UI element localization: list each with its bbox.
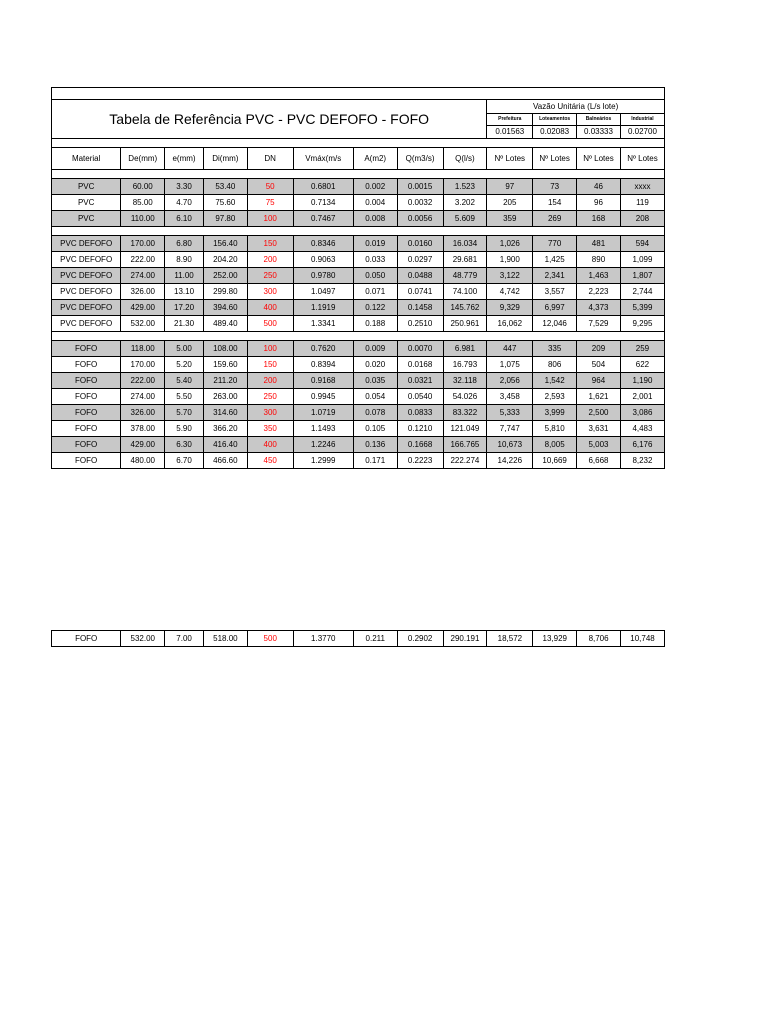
table-cell: 518.00: [203, 631, 247, 647]
table-cell: 9,329: [487, 300, 533, 316]
table-cell: 0.0321: [397, 373, 443, 389]
table-cell: 0.078: [353, 405, 397, 421]
table-cell: 208: [620, 211, 664, 227]
table-cell: 3,631: [577, 421, 621, 437]
table-cell: 5.50: [165, 389, 204, 405]
dn-cell: 50: [247, 179, 293, 195]
material-cell: FOFO: [52, 341, 121, 357]
table-cell: 0.7467: [293, 211, 353, 227]
table-cell: 6.70: [165, 453, 204, 469]
table-row: [52, 195, 665, 211]
dn-cell: 200: [247, 252, 293, 268]
table-cell: 335: [533, 341, 577, 357]
material-cell: PVC DEFOFO: [52, 316, 121, 332]
table-cell: 0.0833: [397, 405, 443, 421]
column-header: De(mm): [121, 148, 165, 170]
table-cell: 60.00: [121, 179, 165, 195]
material-cell: FOFO: [52, 453, 121, 469]
table-cell: 5.20: [165, 357, 204, 373]
table-cell: 6,997: [533, 300, 577, 316]
table-cell: 5.90: [165, 421, 204, 437]
table-cell: 532.00: [121, 631, 165, 647]
table-cell: xxxx: [620, 179, 664, 195]
table-cell: 154: [533, 195, 577, 211]
table-cell: 0.0015: [397, 179, 443, 195]
material-cell: FOFO: [52, 373, 121, 389]
table-cell: 74.100: [443, 284, 487, 300]
table-cell: 1.1919: [293, 300, 353, 316]
table-cell: 466.60: [203, 453, 247, 469]
table-cell: 14,226: [487, 453, 533, 469]
table-cell: 3,122: [487, 268, 533, 284]
vazao-category: Industrial: [620, 114, 664, 126]
table-cell: 1,807: [620, 268, 664, 284]
table-cell: 53.40: [203, 179, 247, 195]
table-cell: 0.009: [353, 341, 397, 357]
table-cell: 1,542: [533, 373, 577, 389]
table-cell: 250.961: [443, 316, 487, 332]
table-row: [52, 405, 665, 421]
table-cell: 0.020: [353, 357, 397, 373]
table-cell: 211.20: [203, 373, 247, 389]
extra-table: [51, 630, 665, 647]
table-cell: 4,742: [487, 284, 533, 300]
table-cell: 16.793: [443, 357, 487, 373]
table-cell: 447: [487, 341, 533, 357]
table-cell: 16.034: [443, 236, 487, 252]
table-cell: 7,747: [487, 421, 533, 437]
table-cell: 4.70: [165, 195, 204, 211]
table-cell: 5,003: [577, 437, 621, 453]
table-cell: 0.054: [353, 389, 397, 405]
table-cell: 1.0719: [293, 405, 353, 421]
table-cell: 0.6801: [293, 179, 353, 195]
table-cell: 17.20: [165, 300, 204, 316]
table-cell: 0.105: [353, 421, 397, 437]
table-cell: 2,341: [533, 268, 577, 284]
dn-cell: 200: [247, 373, 293, 389]
table-cell: 1,621: [577, 389, 621, 405]
vazao-value: 0.02700: [620, 126, 664, 139]
table-cell: 299.80: [203, 284, 247, 300]
table-cell: 429.00: [121, 300, 165, 316]
dn-cell: 500: [247, 316, 293, 332]
column-header-row: [52, 148, 665, 170]
table-cell: 2,500: [577, 405, 621, 421]
dn-cell: 250: [247, 389, 293, 405]
table-cell: 429.00: [121, 437, 165, 453]
table-cell: 10,748: [621, 631, 665, 647]
table-cell: 0.0168: [397, 357, 443, 373]
table-cell: 5,399: [620, 300, 664, 316]
table-cell: 118.00: [121, 341, 165, 357]
dn-cell: 400: [247, 437, 293, 453]
column-header: DN: [247, 148, 293, 170]
table-cell: 204.20: [203, 252, 247, 268]
table-cell: 48.779: [443, 268, 487, 284]
table-row: [52, 236, 665, 252]
table-cell: 168: [577, 211, 621, 227]
table-cell: 1,075: [487, 357, 533, 373]
table-cell: 3.202: [443, 195, 487, 211]
column-header: Nº Lotes: [487, 148, 533, 170]
table-cell: 0.035: [353, 373, 397, 389]
vazao-value: 0.03333: [577, 126, 621, 139]
table-cell: 0.1210: [397, 421, 443, 437]
table-cell: 1.0497: [293, 284, 353, 300]
table-cell: 1,190: [620, 373, 664, 389]
table-cell: 73: [533, 179, 577, 195]
dn-cell: 250: [247, 268, 293, 284]
table-cell: 85.00: [121, 195, 165, 211]
table-cell: 75.60: [203, 195, 247, 211]
vazao-category: Prefeitura: [487, 114, 533, 126]
table-cell: 222.00: [121, 252, 165, 268]
material-cell: PVC DEFOFO: [52, 284, 121, 300]
table-cell: 0.136: [353, 437, 397, 453]
table-cell: 416.40: [203, 437, 247, 453]
table-cell: 1.3770: [293, 631, 353, 647]
material-cell: PVC: [52, 195, 121, 211]
table-cell: 0.004: [353, 195, 397, 211]
table-cell: 0.2902: [397, 631, 443, 647]
table-cell: 1.523: [443, 179, 487, 195]
table-cell: 3.30: [165, 179, 204, 195]
table-cell: 269: [533, 211, 577, 227]
table-cell: 0.9945: [293, 389, 353, 405]
spacer-row: [52, 170, 665, 179]
table-cell: 97: [487, 179, 533, 195]
table-cell: 0.0160: [397, 236, 443, 252]
table-cell: 964: [577, 373, 621, 389]
material-cell: PVC: [52, 179, 121, 195]
table-row: [52, 252, 665, 268]
table-cell: 3,086: [620, 405, 664, 421]
table-cell: 480.00: [121, 453, 165, 469]
table-cell: 166.765: [443, 437, 487, 453]
dn-cell: 100: [247, 211, 293, 227]
vazao-category: Loteamentos: [533, 114, 577, 126]
table-cell: 8,706: [577, 631, 621, 647]
table-cell: 0.188: [353, 316, 397, 332]
table-cell: 274.00: [121, 268, 165, 284]
table-cell: 2,056: [487, 373, 533, 389]
table-cell: 83.322: [443, 405, 487, 421]
table-row: [52, 389, 665, 405]
table-cell: 489.40: [203, 316, 247, 332]
table-cell: 8.90: [165, 252, 204, 268]
table-cell: 13,929: [533, 631, 577, 647]
table-cell: 5.70: [165, 405, 204, 421]
table-cell: 4,483: [620, 421, 664, 437]
dn-cell: 150: [247, 236, 293, 252]
table-cell: 0.171: [353, 453, 397, 469]
dn-cell: 400: [247, 300, 293, 316]
table-cell: 205: [487, 195, 533, 211]
column-header: e(mm): [165, 148, 204, 170]
table-cell: 0.0540: [397, 389, 443, 405]
table-cell: 108.00: [203, 341, 247, 357]
table-cell: 8,005: [533, 437, 577, 453]
column-header: Vmáx(m/s: [293, 148, 353, 170]
table-cell: 0.050: [353, 268, 397, 284]
table-cell: 1.2999: [293, 453, 353, 469]
table-cell: 4,373: [577, 300, 621, 316]
material-cell: FOFO: [52, 421, 121, 437]
table-cell: 6.80: [165, 236, 204, 252]
table-cell: 119: [620, 195, 664, 211]
table-cell: 5.609: [443, 211, 487, 227]
table-cell: 0.1458: [397, 300, 443, 316]
table-row: [52, 179, 665, 195]
table-cell: 10,673: [487, 437, 533, 453]
table-cell: 274.00: [121, 389, 165, 405]
table-cell: 326.00: [121, 405, 165, 421]
table-cell: 8,232: [620, 453, 664, 469]
table-cell: 110.00: [121, 211, 165, 227]
column-header: Nº Lotes: [620, 148, 664, 170]
table-cell: 0.0741: [397, 284, 443, 300]
material-cell: FOFO: [52, 357, 121, 373]
vazao-category: Balneários: [577, 114, 621, 126]
table-cell: 96: [577, 195, 621, 211]
table-cell: 290.191: [443, 631, 487, 647]
table-cell: 0.008: [353, 211, 397, 227]
table-cell: 3,458: [487, 389, 533, 405]
dn-cell: 100: [247, 341, 293, 357]
spacer-row: [52, 227, 665, 236]
table-cell: 3,557: [533, 284, 577, 300]
table-row: [52, 373, 665, 389]
material-cell: FOFO: [52, 389, 121, 405]
column-header: Di(mm): [203, 148, 247, 170]
table-cell: 0.8394: [293, 357, 353, 373]
table-cell: 5,333: [487, 405, 533, 421]
table-cell: 0.7134: [293, 195, 353, 211]
table-cell: 0.9063: [293, 252, 353, 268]
table-cell: 11.00: [165, 268, 204, 284]
table-cell: 46: [577, 179, 621, 195]
table-cell: 0.071: [353, 284, 397, 300]
table-cell: 9,295: [620, 316, 664, 332]
vazao-heading: Vazão Unitária (L/s lote): [487, 100, 665, 114]
dn-cell: 75: [247, 195, 293, 211]
table-cell: 13.10: [165, 284, 204, 300]
table-cell: 0.2510: [397, 316, 443, 332]
table-cell: 21.30: [165, 316, 204, 332]
table-cell: 0.9780: [293, 268, 353, 284]
table-cell: 0.122: [353, 300, 397, 316]
table-cell: 259: [620, 341, 664, 357]
material-cell: PVC: [52, 211, 121, 227]
table-cell: 0.9168: [293, 373, 353, 389]
table-cell: 1.2246: [293, 437, 353, 453]
material-cell: PVC DEFOFO: [52, 236, 121, 252]
column-header: Nº Lotes: [533, 148, 577, 170]
top-blank-row: [52, 88, 665, 100]
table-cell: 504: [577, 357, 621, 373]
table-cell: 5,810: [533, 421, 577, 437]
table-cell: 0.0070: [397, 341, 443, 357]
dn-cell: 450: [247, 453, 293, 469]
material-cell: PVC DEFOFO: [52, 300, 121, 316]
material-cell: PVC DEFOFO: [52, 252, 121, 268]
table-cell: 1,099: [620, 252, 664, 268]
table-cell: 2,593: [533, 389, 577, 405]
table-row: [52, 211, 665, 227]
spacer-row: [52, 332, 665, 341]
table-cell: 481: [577, 236, 621, 252]
table-cell: 366.20: [203, 421, 247, 437]
table-cell: 0.0488: [397, 268, 443, 284]
table-row: [52, 631, 665, 647]
table-cell: 0.8346: [293, 236, 353, 252]
table-cell: 806: [533, 357, 577, 373]
table-cell: 0.002: [353, 179, 397, 195]
table-cell: 0.0297: [397, 252, 443, 268]
vazao-value: 0.02083: [533, 126, 577, 139]
table-cell: 1,425: [533, 252, 577, 268]
table-row: [52, 453, 665, 469]
table-cell: 156.40: [203, 236, 247, 252]
table-cell: 1.3341: [293, 316, 353, 332]
table-cell: 622: [620, 357, 664, 373]
table-row: [52, 437, 665, 453]
table-cell: 314.60: [203, 405, 247, 421]
table-cell: 32.118: [443, 373, 487, 389]
table-cell: 1,463: [577, 268, 621, 284]
table-cell: 145.762: [443, 300, 487, 316]
table-cell: 18,572: [487, 631, 533, 647]
table-cell: 97.80: [203, 211, 247, 227]
column-header: Q(l/s): [443, 148, 487, 170]
table-cell: 1,900: [487, 252, 533, 268]
table-cell: 532.00: [121, 316, 165, 332]
dn-cell: 300: [247, 405, 293, 421]
table-cell: 170.00: [121, 236, 165, 252]
table-cell: 6,668: [577, 453, 621, 469]
table-cell: 0.0032: [397, 195, 443, 211]
table-row: [52, 316, 665, 332]
table-cell: 378.00: [121, 421, 165, 437]
table-cell: 7.00: [165, 631, 204, 647]
table-row: [52, 284, 665, 300]
table-cell: 0.1668: [397, 437, 443, 453]
dn-cell: 350: [247, 421, 293, 437]
table-cell: 159.60: [203, 357, 247, 373]
table-row: [52, 341, 665, 357]
table-title: Tabela de Referência PVC - PVC DEFOFO - FOFO: [52, 100, 487, 139]
reference-table: [51, 87, 665, 469]
table-cell: 1,026: [487, 236, 533, 252]
table-cell: 5.40: [165, 373, 204, 389]
table-cell: 209: [577, 341, 621, 357]
table-cell: 0.0056: [397, 211, 443, 227]
table-cell: 12,046: [533, 316, 577, 332]
table-cell: 0.033: [353, 252, 397, 268]
table-cell: 2,001: [620, 389, 664, 405]
table-row: [52, 268, 665, 284]
table-row: [52, 421, 665, 437]
table-cell: 0.019: [353, 236, 397, 252]
column-header: A(m2): [353, 148, 397, 170]
table-cell: 121.049: [443, 421, 487, 437]
table-cell: 2,744: [620, 284, 664, 300]
table-cell: 222.274: [443, 453, 487, 469]
material-cell: FOFO: [52, 405, 121, 421]
table-cell: 16,062: [487, 316, 533, 332]
table-cell: 6.981: [443, 341, 487, 357]
table-cell: 5.00: [165, 341, 204, 357]
table-cell: 770: [533, 236, 577, 252]
column-header: Nº Lotes: [577, 148, 621, 170]
table-cell: 0.7620: [293, 341, 353, 357]
column-header: Q(m3/s): [397, 148, 443, 170]
dn-cell: 150: [247, 357, 293, 373]
table-cell: 594: [620, 236, 664, 252]
table-cell: 3,999: [533, 405, 577, 421]
table-cell: 359: [487, 211, 533, 227]
table-cell: 170.00: [121, 357, 165, 373]
table-cell: 222.00: [121, 373, 165, 389]
column-header: Material: [52, 148, 121, 170]
table-cell: 6,176: [620, 437, 664, 453]
dn-cell: 500: [247, 631, 293, 647]
material-cell: FOFO: [52, 437, 121, 453]
material-cell: PVC DEFOFO: [52, 268, 121, 284]
table-cell: 10,669: [533, 453, 577, 469]
table-cell: 7,529: [577, 316, 621, 332]
table-cell: 29.681: [443, 252, 487, 268]
table-cell: 890: [577, 252, 621, 268]
table-cell: 263.00: [203, 389, 247, 405]
dn-cell: 300: [247, 284, 293, 300]
table-cell: 6.10: [165, 211, 204, 227]
table-cell: 0.2223: [397, 453, 443, 469]
table-cell: 0.211: [353, 631, 397, 647]
table-row: [52, 357, 665, 373]
table-cell: 394.60: [203, 300, 247, 316]
material-cell: FOFO: [52, 631, 121, 647]
table-cell: 6.30: [165, 437, 204, 453]
table-cell: 326.00: [121, 284, 165, 300]
table-cell: 1.1493: [293, 421, 353, 437]
spacer-row: [52, 139, 665, 148]
table-cell: 54.026: [443, 389, 487, 405]
table-cell: 2,223: [577, 284, 621, 300]
table-row: [52, 300, 665, 316]
vazao-value: 0.01563: [487, 126, 533, 139]
table-cell: 252.00: [203, 268, 247, 284]
